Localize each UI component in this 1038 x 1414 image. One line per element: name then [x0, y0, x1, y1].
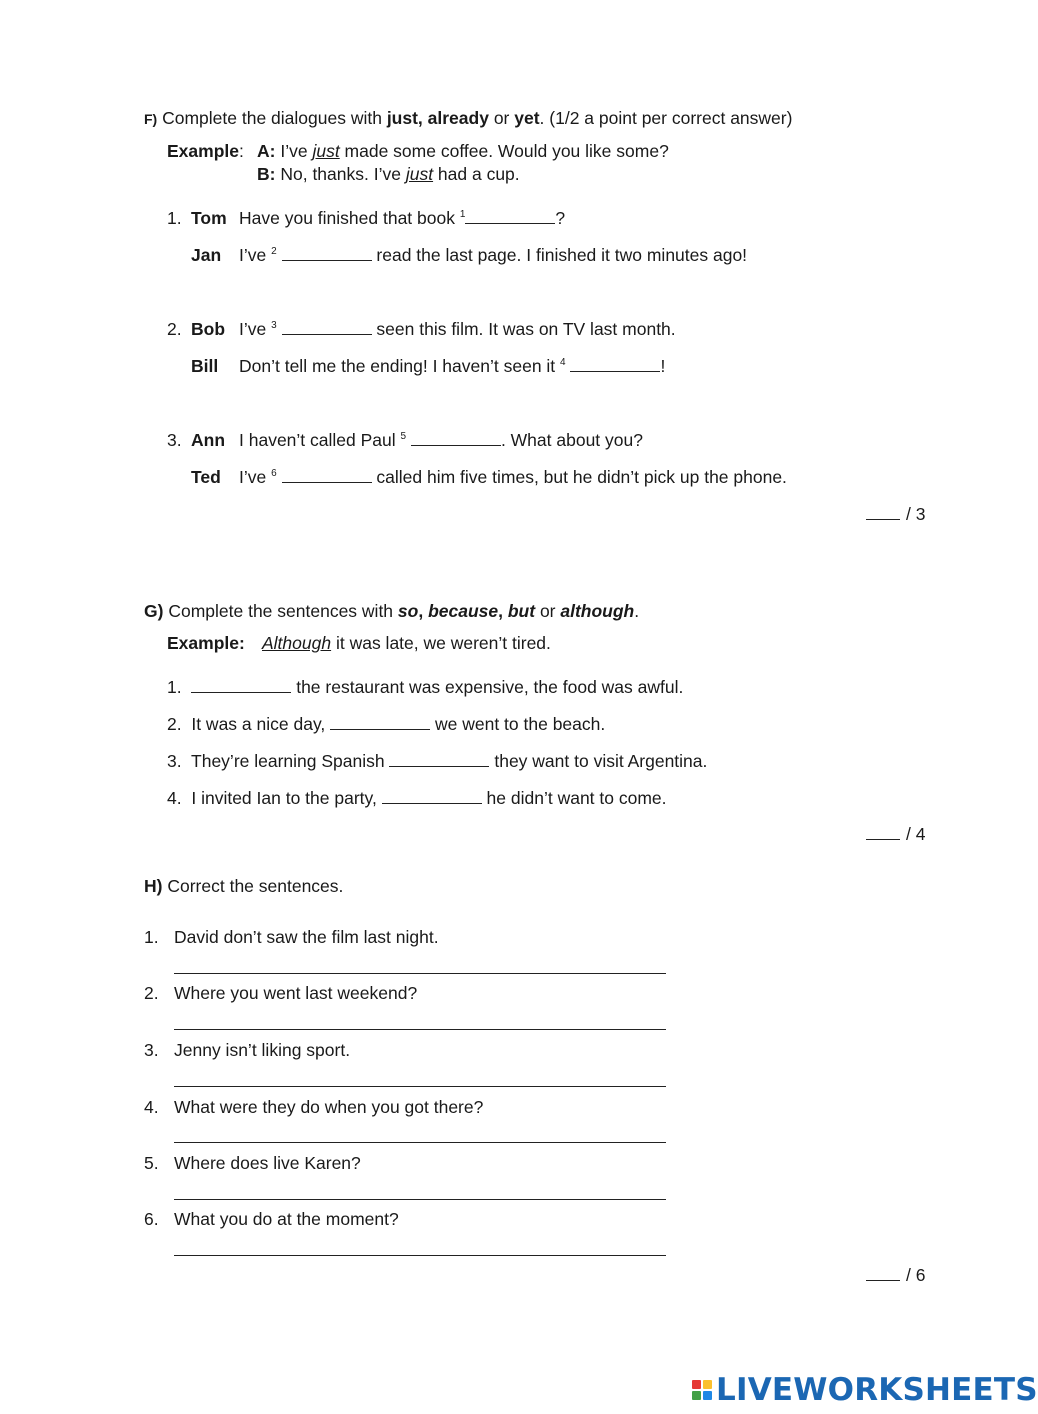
score-total: / 3: [906, 504, 926, 524]
gap-number: 1: [459, 209, 466, 220]
list-item: [167, 751, 707, 772]
logo-square: [692, 1391, 701, 1400]
liveworksheets-logo[interactable]: [692, 1373, 1038, 1407]
gap-number: 4: [560, 357, 566, 368]
list-item: [167, 714, 605, 735]
item-text: What were they do when you got there?: [174, 1097, 484, 1117]
example-a-text: I’ve: [280, 141, 313, 161]
answer-blank[interactable]: [389, 752, 489, 767]
gap-number: 2: [271, 246, 277, 257]
example-b-text: had a cup.: [433, 164, 520, 184]
example-colon: :: [238, 141, 244, 161]
answer-blank[interactable]: [282, 246, 372, 261]
dialogue-text: I haven’t called Paul: [239, 430, 401, 450]
section-f-intro-text: or: [488, 108, 515, 128]
dialogue-number: 3.: [167, 430, 182, 450]
dialogue-text: I’ve: [239, 319, 272, 339]
answer-blank[interactable]: [330, 715, 430, 730]
answer-line[interactable]: [174, 973, 666, 974]
logo-square: [703, 1391, 712, 1400]
item-number: 4.: [144, 1097, 159, 1117]
item-text: They’re learning Spanish: [191, 751, 390, 771]
section-f-example-a: [257, 141, 669, 162]
dialogue-line: [239, 467, 787, 488]
answer-blank[interactable]: [382, 789, 482, 804]
section-g-heading: [144, 601, 639, 622]
speaker-b: B:: [257, 164, 276, 184]
section-g-intro-text: .: [634, 601, 640, 621]
item-number: 6.: [144, 1209, 159, 1229]
example-a-word: just: [312, 141, 340, 161]
answer-line[interactable]: [174, 1199, 666, 1200]
item-number: 1.: [167, 677, 182, 697]
answer-blank[interactable]: [191, 678, 291, 693]
item-number: 3.: [144, 1040, 159, 1060]
item-number: 3.: [167, 751, 182, 771]
speaker-name: Ann: [191, 430, 226, 450]
keyword-because: because: [428, 601, 499, 621]
keyword-but: but: [507, 601, 536, 621]
item-text: we went to the beach.: [430, 714, 606, 734]
item-number: 5.: [144, 1153, 159, 1173]
item-text: they want to visit Argentina.: [489, 751, 708, 771]
keyword-although: although: [560, 601, 635, 621]
item-text: Where does live Karen?: [174, 1153, 361, 1173]
section-h-label: H): [144, 876, 163, 896]
item-number: 1.: [144, 927, 159, 947]
answer-blank[interactable]: [282, 320, 372, 335]
answer-line[interactable]: [174, 1029, 666, 1030]
section-g-example: [262, 633, 551, 654]
section-f-example-label: [167, 141, 244, 162]
item-number: 2.: [144, 983, 159, 1003]
logo-text: LIVEWORKSHEETS: [716, 1371, 1038, 1408]
dialogue-line: [239, 319, 676, 340]
logo-mark-icon: [692, 1380, 712, 1400]
section-g-score: [866, 824, 925, 845]
example-b-word: just: [405, 164, 434, 184]
dialogue-number: 2.: [167, 319, 182, 339]
section-f-intro-text: Complete the dialogues with: [162, 108, 387, 128]
gap-number: 3: [271, 320, 277, 331]
logo-square: [703, 1380, 712, 1389]
answer-blank[interactable]: [570, 357, 660, 372]
section-f-intro-text: . (1/2 a point per correct answer): [539, 108, 793, 128]
item-number: 4.: [167, 788, 182, 808]
section-h-intro-text: Correct the sentences.: [167, 876, 344, 896]
section-f-example-b: [257, 164, 520, 185]
item-text: David don’t saw the film last night.: [174, 927, 439, 947]
score-blank[interactable]: [866, 1266, 900, 1281]
keyword-separator: ,: [418, 601, 429, 621]
score-total: / 4: [906, 824, 926, 844]
speaker-a: A:: [257, 141, 276, 161]
speaker-name: Tom: [191, 208, 227, 228]
dialogue-line: [239, 430, 643, 451]
speaker-name: Bob: [191, 319, 226, 339]
section-h-heading: [144, 876, 343, 897]
dialogue-text: . What about you?: [500, 430, 643, 450]
gap-number: 6: [271, 468, 277, 479]
dialogue-text: Don’t tell me the ending! I haven’t seen it: [239, 356, 561, 376]
item-text: I invited Ian to the party,: [191, 788, 382, 808]
dialogue-line: [239, 245, 747, 266]
section-f-label: F): [144, 111, 158, 127]
answer-line[interactable]: [174, 1142, 666, 1143]
dialogue-text: Have you finished that book: [239, 208, 460, 228]
answer-blank[interactable]: [282, 468, 372, 483]
item-text: What you do at the moment?: [174, 1209, 399, 1229]
list-item: [167, 677, 683, 698]
dialogue-line: [239, 356, 665, 377]
example-b-text: No, thanks. I’ve: [280, 164, 406, 184]
example-word: Although: [262, 633, 332, 653]
item-text: It was a nice day,: [191, 714, 331, 734]
dialogue-line: [239, 208, 565, 229]
dialogue-text: !: [660, 356, 666, 376]
dialogue-number: 1.: [167, 208, 182, 228]
dialogue-text: seen this film. It was on TV last month.: [371, 319, 676, 339]
dialogue-text: read the last page. I finished it two minutes ago!: [371, 245, 748, 265]
answer-line[interactable]: [174, 1255, 666, 1256]
item-text: the restaurant was expensive, the food was awful.: [291, 677, 684, 697]
dialogue-text: ?: [555, 208, 566, 228]
section-g-intro-text: or: [535, 601, 561, 621]
section-h-score: [866, 1265, 925, 1286]
section-g-intro-text: Complete the sentences with: [168, 601, 398, 621]
answer-line[interactable]: [174, 1086, 666, 1087]
section-g-example-label: Example:: [167, 633, 245, 653]
section-f-heading: [144, 108, 792, 129]
dialogue-text: called him five times, but he didn’t pick up the phone.: [371, 467, 787, 487]
score-blank[interactable]: [866, 505, 900, 520]
section-g-label: G): [144, 601, 164, 621]
section-f-score: [866, 504, 925, 525]
list-item: [167, 788, 667, 809]
keyword-so: so: [397, 601, 419, 621]
item-text: he didn’t want to come.: [481, 788, 667, 808]
score-blank[interactable]: [866, 825, 900, 840]
example-a-text: made some coffee. Would you like some?: [339, 141, 669, 161]
speaker-name: Jan: [191, 245, 222, 265]
example-label: Example: [167, 141, 239, 161]
item-text: Where you went last weekend?: [174, 983, 418, 1003]
logo-square: [692, 1380, 701, 1389]
section-f-keywords: just, already: [386, 108, 489, 128]
answer-blank[interactable]: [465, 209, 555, 224]
example-text: it was late, we weren’t tired.: [331, 633, 551, 653]
section-f-keyword-yet: yet: [514, 108, 540, 128]
item-number: 2.: [167, 714, 182, 734]
dialogue-text: I’ve: [239, 467, 272, 487]
item-text: Jenny isn’t liking sport.: [174, 1040, 351, 1060]
gap-number: 5: [400, 431, 407, 442]
keyword-separator: ,: [498, 601, 508, 621]
score-total: / 6: [906, 1265, 926, 1285]
answer-blank[interactable]: [411, 431, 501, 446]
speaker-name: Ted: [191, 467, 221, 487]
dialogue-text: I’ve: [239, 245, 272, 265]
speaker-name: Bill: [191, 356, 219, 376]
